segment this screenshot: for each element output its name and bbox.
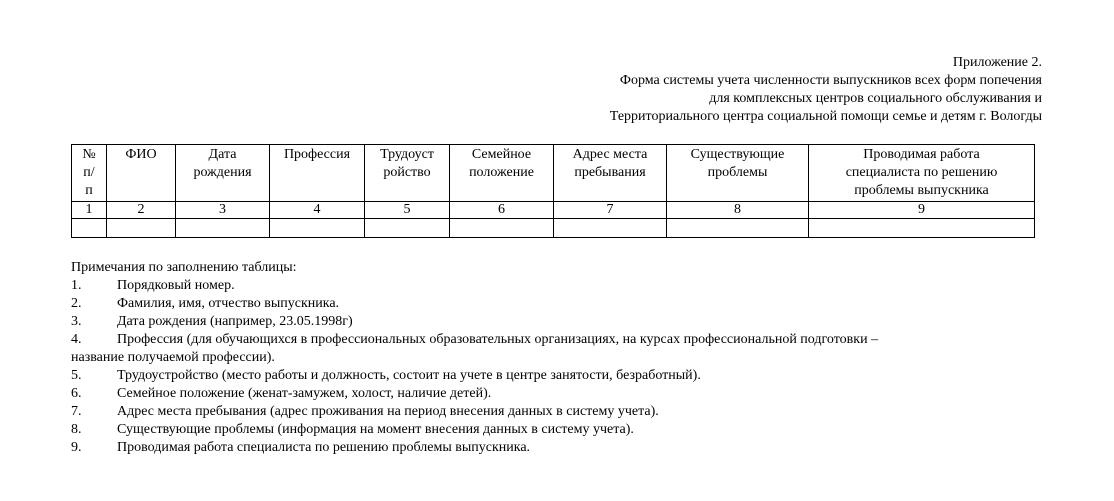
- empty-cell: [809, 219, 1035, 238]
- notes-title: Примечания по заполнению таблицы:: [71, 260, 297, 275]
- note-text: Порядковый номер.: [117, 278, 235, 293]
- col-header-profession: Профессия: [270, 145, 365, 202]
- note-item: [71, 277, 1001, 295]
- col-header-employment: Трудоуст ройство: [365, 145, 450, 202]
- form-title-line-3: Территориального центра социальной помощи семье и детям г. Вологды: [609, 109, 1042, 124]
- col-header-birthdate: Дата рождения: [176, 145, 270, 202]
- empty-cell: [450, 219, 554, 238]
- col-header-address: Адрес места пребывания: [554, 145, 667, 202]
- col-header-family-status: Семейное положение: [450, 145, 554, 202]
- note-item: [71, 385, 1001, 403]
- empty-cell: [365, 219, 450, 238]
- column-number: 6: [450, 202, 554, 219]
- empty-cell: [107, 219, 176, 238]
- col-header-specialist-work: Проводимая работа специалиста по решению проблемы выпускника: [809, 145, 1035, 202]
- column-number: 4: [270, 202, 365, 219]
- column-number: 7: [554, 202, 667, 219]
- note-number: 8.: [71, 422, 82, 437]
- note-text: Профессия (для обучающихся в профессиональных образовательных организациях, на курсах профессиональной подготовки –: [117, 332, 879, 347]
- column-number: 8: [667, 202, 809, 219]
- note-number: 6.: [71, 386, 82, 401]
- note-number: 4.: [71, 332, 82, 347]
- note-item: [71, 313, 1001, 331]
- column-number: 9: [809, 202, 1035, 219]
- empty-cell: [667, 219, 809, 238]
- note-item: [71, 439, 1001, 457]
- note-text-continuation: название получаемой профессии).: [71, 350, 275, 365]
- registry-form-table: [71, 144, 1035, 238]
- empty-data-row: [72, 219, 1035, 238]
- note-text: Проводимая работа специалиста по решению проблемы выпускника.: [117, 440, 531, 455]
- note-number: 5.: [71, 368, 82, 383]
- note-number: 2.: [71, 296, 82, 311]
- note-number: 9.: [71, 440, 82, 455]
- note-item: [71, 367, 1001, 385]
- note-text: Адрес места пребывания (адрес проживания на период внесения данных в систему учета).: [117, 404, 659, 419]
- note-number: 1.: [71, 278, 82, 293]
- column-number: 5: [365, 202, 450, 219]
- table-header-row: [72, 145, 1035, 202]
- note-item: [71, 403, 1001, 421]
- col-header-fio: ФИО: [107, 145, 176, 202]
- note-text: Трудоустройство (место работы и должность, состоит на учете в центре занятости, безработный).: [117, 368, 701, 383]
- note-item: [71, 295, 1001, 313]
- note-number: 3.: [71, 314, 82, 329]
- empty-cell: [72, 219, 107, 238]
- col-header-number: № п/ п: [72, 145, 107, 202]
- column-number-row: [72, 202, 1035, 219]
- empty-cell: [270, 219, 365, 238]
- column-number: 3: [176, 202, 270, 219]
- note-text: Фамилия, имя, отчество выпускника.: [117, 296, 340, 311]
- appendix-label: Приложение 2.: [952, 55, 1042, 70]
- filling-notes: [71, 259, 1001, 457]
- form-title-line-2: для комплексных центров социального обслуживания и: [709, 91, 1042, 106]
- column-number: 2: [107, 202, 176, 219]
- column-number: 1: [72, 202, 107, 219]
- empty-cell: [176, 219, 270, 238]
- col-header-problems: Существующие проблемы: [667, 145, 809, 202]
- note-item: [71, 421, 1001, 439]
- note-number: 7.: [71, 404, 82, 419]
- note-item: [71, 331, 1001, 367]
- note-text: Семейное положение (женат-замужем, холост, наличие детей).: [117, 386, 492, 401]
- form-title-line-1: Форма системы учета численности выпускников всех форм попечения: [619, 73, 1042, 88]
- note-text: Существующие проблемы (информация на момент внесения данных в систему учета).: [117, 422, 634, 437]
- empty-cell: [554, 219, 667, 238]
- note-text: Дата рождения (например, 23.05.1998г): [117, 314, 353, 329]
- document-header: [342, 54, 1042, 126]
